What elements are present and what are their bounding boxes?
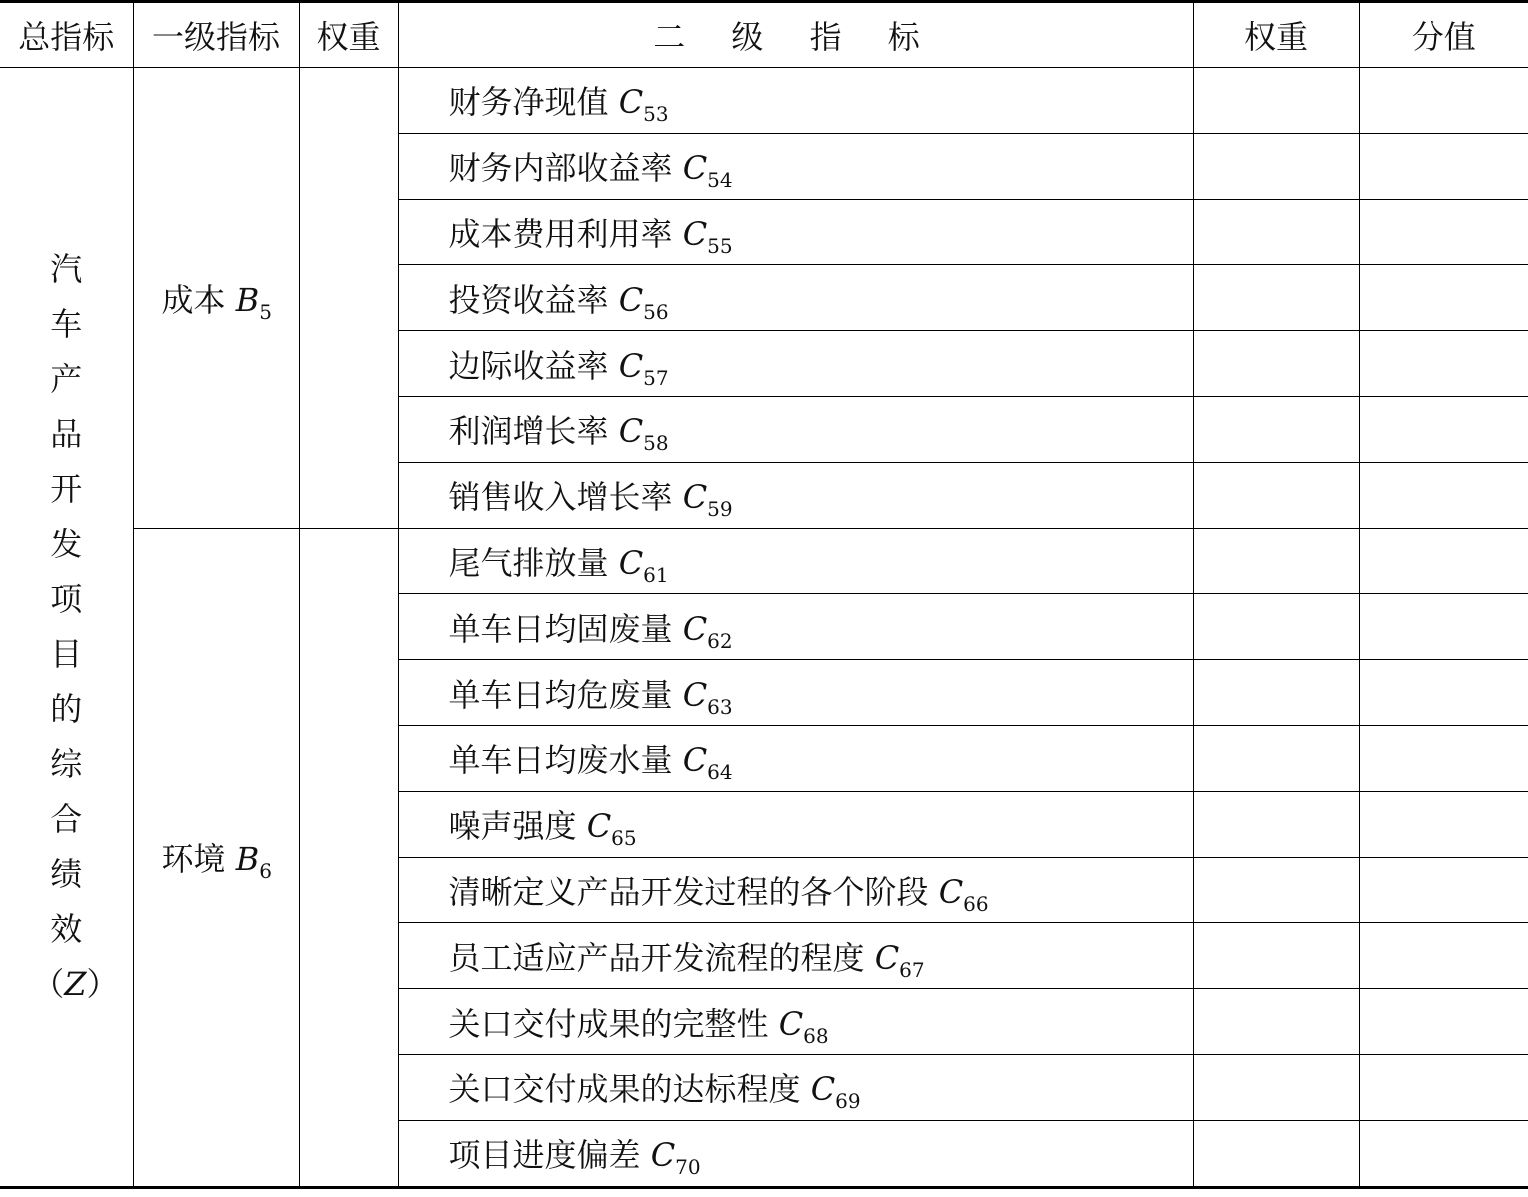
level2-indicator-subscript: 70 — [675, 1155, 701, 1180]
score-cell — [1359, 331, 1528, 397]
level2-indicator-cell — [398, 265, 1193, 331]
level2-weight-cell — [1193, 265, 1359, 331]
level2-indicator-var: C — [618, 83, 644, 122]
level2-indicator-cell — [398, 791, 1193, 857]
level2-indicator-name: 单车日均危废量 — [448, 675, 673, 714]
level2-indicator-subscript: 64 — [707, 760, 733, 785]
level2-weight-cell — [1193, 1054, 1359, 1120]
level1-indicator-cell — [133, 528, 299, 1187]
score-cell — [1359, 923, 1528, 989]
level1-weight-cell — [299, 528, 398, 1187]
level2-indicator-name: 边际收益率 — [448, 346, 609, 385]
level2-weight-cell — [1193, 857, 1359, 923]
level2-indicator-var: C — [618, 412, 644, 451]
level2-indicator-name: 财务净现值 — [448, 83, 609, 122]
level2-indicator-var: C — [682, 214, 708, 253]
score-cell — [1359, 660, 1528, 726]
level2-indicator-name: 员工适应产品开发流程的程度 — [448, 938, 865, 977]
total-indicator-char: 汽 — [50, 249, 83, 288]
level2-indicator-name: 财务内部收益率 — [448, 149, 673, 188]
level2-indicator-cell — [398, 989, 1193, 1055]
total-indicator-char: 发 — [50, 524, 83, 563]
level2-indicator-var: C — [586, 807, 612, 846]
level2-indicator-subscript: 67 — [899, 957, 925, 982]
score-cell — [1359, 199, 1528, 265]
level2-indicator-name: 关口交付成果的完整性 — [448, 1004, 769, 1043]
level2-weight-cell — [1193, 331, 1359, 397]
level2-indicator-name: 尾气排放量 — [448, 543, 609, 582]
level2-indicator-subscript: 62 — [707, 628, 733, 653]
level2-indicator-subscript: 56 — [643, 299, 669, 324]
level2-indicator-subscript: 65 — [611, 826, 637, 851]
level2-weight-cell — [1193, 528, 1359, 594]
level2-indicator-cell — [398, 1120, 1193, 1187]
total-indicator-char: 效 — [50, 909, 83, 948]
level2-indicator-cell — [398, 68, 1193, 134]
total-indicator-char: 绩 — [50, 854, 83, 893]
level2-weight-cell — [1193, 660, 1359, 726]
level2-indicator-name: 单车日均固废量 — [448, 609, 673, 648]
level2-indicator-var: C — [682, 609, 708, 648]
level2-indicator-var: C — [618, 346, 644, 385]
header-total-indicator: 总指标 — [0, 2, 133, 68]
level2-weight-cell — [1193, 923, 1359, 989]
total-indicator-char: 产 — [50, 359, 83, 398]
score-cell — [1359, 396, 1528, 462]
total-indicator-char: 目 — [50, 634, 83, 673]
header-level2-weight: 权重 — [1193, 2, 1359, 68]
total-indicator-char: 的 — [50, 689, 83, 728]
table-row — [0, 528, 1528, 594]
level2-weight-cell — [1193, 462, 1359, 528]
total-indicator-vertical-text — [32, 242, 119, 1012]
level2-indicator-subscript: 58 — [643, 431, 669, 456]
level2-indicator-name: 成本费用利用率 — [448, 214, 673, 253]
level2-indicator-name: 投资收益率 — [448, 280, 609, 319]
total-indicator-cell — [0, 68, 133, 1188]
level2-weight-cell — [1193, 594, 1359, 660]
level2-indicator-cell — [398, 462, 1193, 528]
level2-indicator-name: 单车日均废水量 — [448, 741, 673, 780]
level2-indicator-cell — [398, 331, 1193, 397]
paren-close: ） — [86, 964, 119, 1003]
header-level1-weight: 权重 — [299, 2, 398, 68]
level2-indicator-cell — [398, 396, 1193, 462]
level2-indicator-name: 噪声强度 — [448, 807, 577, 846]
score-cell — [1359, 1120, 1528, 1187]
level2-weight-cell — [1193, 199, 1359, 265]
level2-weight-cell — [1193, 725, 1359, 791]
score-cell — [1359, 1054, 1528, 1120]
level2-indicator-name: 关口交付成果的达标程度 — [448, 1070, 801, 1109]
score-cell — [1359, 133, 1528, 199]
total-indicator-char: 合 — [50, 799, 83, 838]
level2-indicator-var: C — [618, 543, 644, 582]
level1-indicator-name: 成本 — [161, 280, 226, 319]
level1-indicator-var: B — [235, 840, 260, 879]
level2-indicator-subscript: 55 — [707, 233, 733, 258]
level2-indicator-subscript: 61 — [643, 562, 669, 587]
level2-indicator-var: C — [682, 478, 708, 517]
score-cell — [1359, 725, 1528, 791]
table-body — [0, 68, 1528, 1188]
level2-indicator-subscript: 68 — [803, 1023, 829, 1048]
level2-weight-cell — [1193, 989, 1359, 1055]
level2-indicator-name: 清晰定义产品开发过程的各个阶段 — [448, 872, 929, 911]
score-cell — [1359, 462, 1528, 528]
level2-indicator-subscript: 59 — [707, 497, 733, 522]
level2-indicator-subscript: 69 — [835, 1089, 861, 1114]
level1-weight-cell — [299, 68, 398, 529]
level2-indicator-cell — [398, 528, 1193, 594]
score-cell — [1359, 791, 1528, 857]
level2-indicator-subscript: 54 — [707, 168, 733, 193]
total-indicator-char: 综 — [50, 744, 83, 783]
level2-indicator-var: C — [810, 1070, 836, 1109]
total-indicator-char: 品 — [50, 414, 83, 453]
level2-indicator-cell — [398, 923, 1193, 989]
score-cell — [1359, 265, 1528, 331]
score-cell — [1359, 989, 1528, 1055]
level2-indicator-cell — [398, 594, 1193, 660]
level2-indicator-var: C — [682, 675, 708, 714]
total-indicator-char: 开 — [50, 469, 83, 508]
level2-indicator-var: C — [874, 938, 900, 977]
score-cell — [1359, 857, 1528, 923]
header-row — [0, 2, 1528, 68]
score-cell — [1359, 68, 1528, 134]
level2-weight-cell — [1193, 1120, 1359, 1187]
total-indicator-var: Z — [64, 964, 87, 1003]
level2-weight-cell — [1193, 68, 1359, 134]
level1-indicator-name: 环境 — [161, 840, 226, 879]
header-score: 分值 — [1359, 2, 1528, 68]
level2-indicator-name: 销售收入增长率 — [448, 478, 673, 517]
level1-indicator-subscript: 6 — [259, 859, 272, 884]
paren-open: （ — [32, 964, 65, 1003]
header-level2-indicator — [398, 2, 1193, 68]
level1-indicator-var: B — [235, 280, 260, 319]
level2-indicator-cell — [398, 660, 1193, 726]
level2-indicator-var: C — [778, 1004, 804, 1043]
level2-indicator-cell — [398, 1054, 1193, 1120]
level2-weight-cell — [1193, 791, 1359, 857]
level2-indicator-subscript: 63 — [707, 694, 733, 719]
level2-indicator-cell — [398, 857, 1193, 923]
level2-indicator-var: C — [682, 741, 708, 780]
score-cell — [1359, 594, 1528, 660]
table-row — [0, 68, 1528, 134]
level2-indicator-cell — [398, 725, 1193, 791]
level2-indicator-var: C — [938, 872, 964, 911]
level2-weight-cell — [1193, 133, 1359, 199]
score-cell — [1359, 528, 1528, 594]
level2-indicator-name: 项目进度偏差 — [448, 1136, 641, 1175]
level2-indicator-name: 利润增长率 — [448, 412, 609, 451]
level1-indicator-subscript: 5 — [259, 299, 272, 324]
level2-indicator-subscript: 66 — [963, 891, 989, 916]
header-level2-indicator-text: 二 级 指 标 — [653, 18, 938, 56]
level2-indicator-var: C — [682, 149, 708, 188]
header-level1-indicator: 一级指标 — [133, 2, 299, 68]
level2-indicator-var: C — [618, 280, 644, 319]
total-indicator-char: 车 — [50, 304, 83, 343]
total-indicator-symbol — [32, 957, 119, 1012]
level2-indicator-var: C — [650, 1136, 676, 1175]
level2-weight-cell — [1193, 396, 1359, 462]
level2-indicator-cell — [398, 199, 1193, 265]
level1-indicator-cell — [133, 68, 299, 529]
level2-indicator-cell — [398, 133, 1193, 199]
total-indicator-char: 项 — [50, 579, 83, 618]
level2-indicator-subscript: 57 — [643, 365, 669, 390]
level2-indicator-subscript: 53 — [643, 102, 669, 127]
